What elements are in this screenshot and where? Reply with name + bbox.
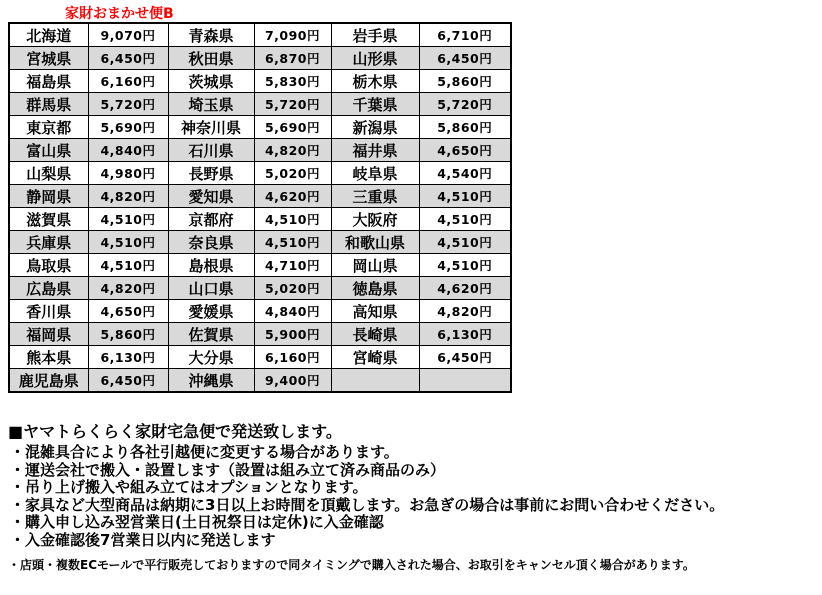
prefecture-cell: 長野県 — [168, 162, 254, 185]
table-row — [9, 300, 511, 323]
prefecture-cell: 宮城県 — [9, 47, 88, 70]
price-cell: 4,510円 — [419, 254, 511, 277]
price-cell: 4,820円 — [254, 139, 331, 162]
prefecture-cell: 福岡県 — [9, 323, 88, 346]
prefecture-cell: 茨城県 — [168, 70, 254, 93]
shipping-fee-table-body — [9, 23, 511, 392]
price-cell: 5,690円 — [254, 116, 331, 139]
table-row — [9, 162, 511, 185]
prefecture-cell: 高知県 — [331, 300, 419, 323]
price-cell: 6,710円 — [419, 23, 511, 47]
prefecture-cell: 山口県 — [168, 277, 254, 300]
prefecture-cell: 島根県 — [168, 254, 254, 277]
note-line: ・入金確認後7営業日以内に発送します — [10, 530, 276, 549]
prefecture-cell: 佐賀県 — [168, 323, 254, 346]
table-row — [9, 254, 511, 277]
price-cell: 4,510円 — [419, 185, 511, 208]
note-line: ・購入申し込み翌営業日(土日祝祭日は定休)に入金確認 — [10, 513, 384, 531]
prefecture-cell: 山形県 — [331, 47, 419, 70]
prefecture-cell: 鹿児島県 — [9, 369, 88, 393]
prefecture-cell: 兵庫県 — [9, 231, 88, 254]
prefecture-cell: 北海道 — [9, 23, 88, 47]
prefecture-cell: 沖縄県 — [168, 369, 254, 393]
shipping-notes-list — [10, 444, 724, 549]
table-row — [9, 23, 511, 47]
price-cell: 4,840円 — [88, 139, 168, 162]
table-row — [9, 323, 511, 346]
price-cell: 5,020円 — [254, 277, 331, 300]
prefecture-cell: 東京都 — [9, 116, 88, 139]
price-cell: 6,870円 — [254, 47, 331, 70]
price-cell: 6,450円 — [88, 47, 168, 70]
table-row — [9, 139, 511, 162]
prefecture-cell: 京都府 — [168, 208, 254, 231]
prefecture-cell: 愛媛県 — [168, 300, 254, 323]
table-row — [9, 369, 511, 393]
price-cell: 4,840円 — [254, 300, 331, 323]
prefecture-cell: 神奈川県 — [168, 116, 254, 139]
price-cell: 5,720円 — [254, 93, 331, 116]
price-cell: 4,540円 — [419, 162, 511, 185]
price-cell: 5,860円 — [419, 70, 511, 93]
price-cell: 4,820円 — [88, 277, 168, 300]
prefecture-cell: 岐阜県 — [331, 162, 419, 185]
prefecture-cell: 熊本県 — [9, 346, 88, 369]
prefecture-cell: 大分県 — [168, 346, 254, 369]
price-cell: 4,510円 — [254, 231, 331, 254]
price-cell: 5,830円 — [254, 70, 331, 93]
table-row — [9, 346, 511, 369]
price-cell: 6,130円 — [419, 323, 511, 346]
price-cell: 4,510円 — [88, 254, 168, 277]
fine-print-note: ・店頭・複数ECモールで平行販売しておりますので同タイミングで購入された場合、お取引をキャンセル頂く場合があります。 — [8, 558, 695, 572]
prefecture-cell: 新潟県 — [331, 116, 419, 139]
prefecture-cell: 栃木県 — [331, 70, 419, 93]
prefecture-cell: 愛知県 — [168, 185, 254, 208]
prefecture-cell: 奈良県 — [168, 231, 254, 254]
prefecture-cell: 長崎県 — [331, 323, 419, 346]
table-row — [9, 70, 511, 93]
price-cell: 5,720円 — [419, 93, 511, 116]
prefecture-cell: 広島県 — [9, 277, 88, 300]
prefecture-cell: 滋賀県 — [9, 208, 88, 231]
price-cell: 4,980円 — [88, 162, 168, 185]
table-row — [9, 231, 511, 254]
prefecture-cell: 静岡県 — [9, 185, 88, 208]
prefecture-cell: 青森県 — [168, 23, 254, 47]
prefecture-cell: 鳥取県 — [9, 254, 88, 277]
price-cell: 5,690円 — [88, 116, 168, 139]
prefecture-cell: 和歌山県 — [331, 231, 419, 254]
price-cell: 4,650円 — [88, 300, 168, 323]
table-row — [9, 208, 511, 231]
price-cell: 6,160円 — [254, 346, 331, 369]
price-cell: 6,450円 — [88, 369, 168, 393]
price-cell: 4,510円 — [88, 208, 168, 231]
price-cell: 9,070円 — [88, 23, 168, 47]
price-cell: 4,820円 — [88, 185, 168, 208]
note-line: ・運送会社で搬入・設置します（設置は組み立て済み商品のみ） — [10, 460, 446, 479]
prefecture-cell: 香川県 — [9, 300, 88, 323]
price-cell: 5,900円 — [254, 323, 331, 346]
prefecture-cell: 三重県 — [331, 185, 419, 208]
price-cell: 4,620円 — [419, 277, 511, 300]
price-cell: 5,720円 — [88, 93, 168, 116]
price-cell: 4,620円 — [254, 185, 331, 208]
prefecture-cell: 徳島県 — [331, 277, 419, 300]
prefecture-cell: 埼玉県 — [168, 93, 254, 116]
table-row — [9, 93, 511, 116]
price-cell: 5,860円 — [419, 116, 511, 139]
table-row — [9, 277, 511, 300]
prefecture-cell — [331, 369, 419, 393]
prefecture-cell: 秋田県 — [168, 47, 254, 70]
price-cell: 4,650円 — [419, 139, 511, 162]
price-cell: 5,860円 — [88, 323, 168, 346]
shipping-fee-table — [8, 22, 512, 393]
prefecture-cell: 石川県 — [168, 139, 254, 162]
prefecture-cell: 岩手県 — [331, 23, 419, 47]
table-row — [9, 116, 511, 139]
price-cell — [419, 369, 511, 393]
price-cell: 9,400円 — [254, 369, 331, 393]
price-cell: 4,510円 — [254, 208, 331, 231]
note-line: ・吊り上げ搬入や組み立てはオプションとなります。 — [10, 478, 368, 496]
prefecture-cell: 群馬県 — [9, 93, 88, 116]
price-cell: 5,020円 — [254, 162, 331, 185]
note-line: ・家具など大型商品は納期に3日以上お時間を頂戴します。お急ぎの場合は事前にお問い合わせください。 — [10, 495, 725, 514]
table-row — [9, 47, 511, 70]
price-cell: 6,160円 — [88, 70, 168, 93]
table-row — [9, 185, 511, 208]
prefecture-cell: 千葉県 — [331, 93, 419, 116]
prefecture-cell: 富山県 — [9, 139, 88, 162]
price-cell: 6,450円 — [419, 346, 511, 369]
prefecture-cell: 福島県 — [9, 70, 88, 93]
price-cell: 6,450円 — [419, 47, 511, 70]
table-title: 家財おまかせ便B — [65, 6, 174, 22]
price-cell: 4,510円 — [419, 208, 511, 231]
price-cell: 4,710円 — [254, 254, 331, 277]
price-cell: 7,090円 — [254, 23, 331, 47]
shipping-method-heading: ■ヤマトらくらく家財宅急便で発送致します。 — [8, 422, 342, 441]
prefecture-cell: 福井県 — [331, 139, 419, 162]
price-cell: 6,130円 — [88, 346, 168, 369]
price-cell: 4,510円 — [88, 231, 168, 254]
price-cell: 4,820円 — [419, 300, 511, 323]
prefecture-cell: 山梨県 — [9, 162, 88, 185]
note-line: ・混雑具合により各社引越便に変更する場合があります。 — [10, 443, 399, 461]
price-cell: 4,510円 — [419, 231, 511, 254]
prefecture-cell: 大阪府 — [331, 208, 419, 231]
prefecture-cell: 宮崎県 — [331, 346, 419, 369]
prefecture-cell: 岡山県 — [331, 254, 419, 277]
